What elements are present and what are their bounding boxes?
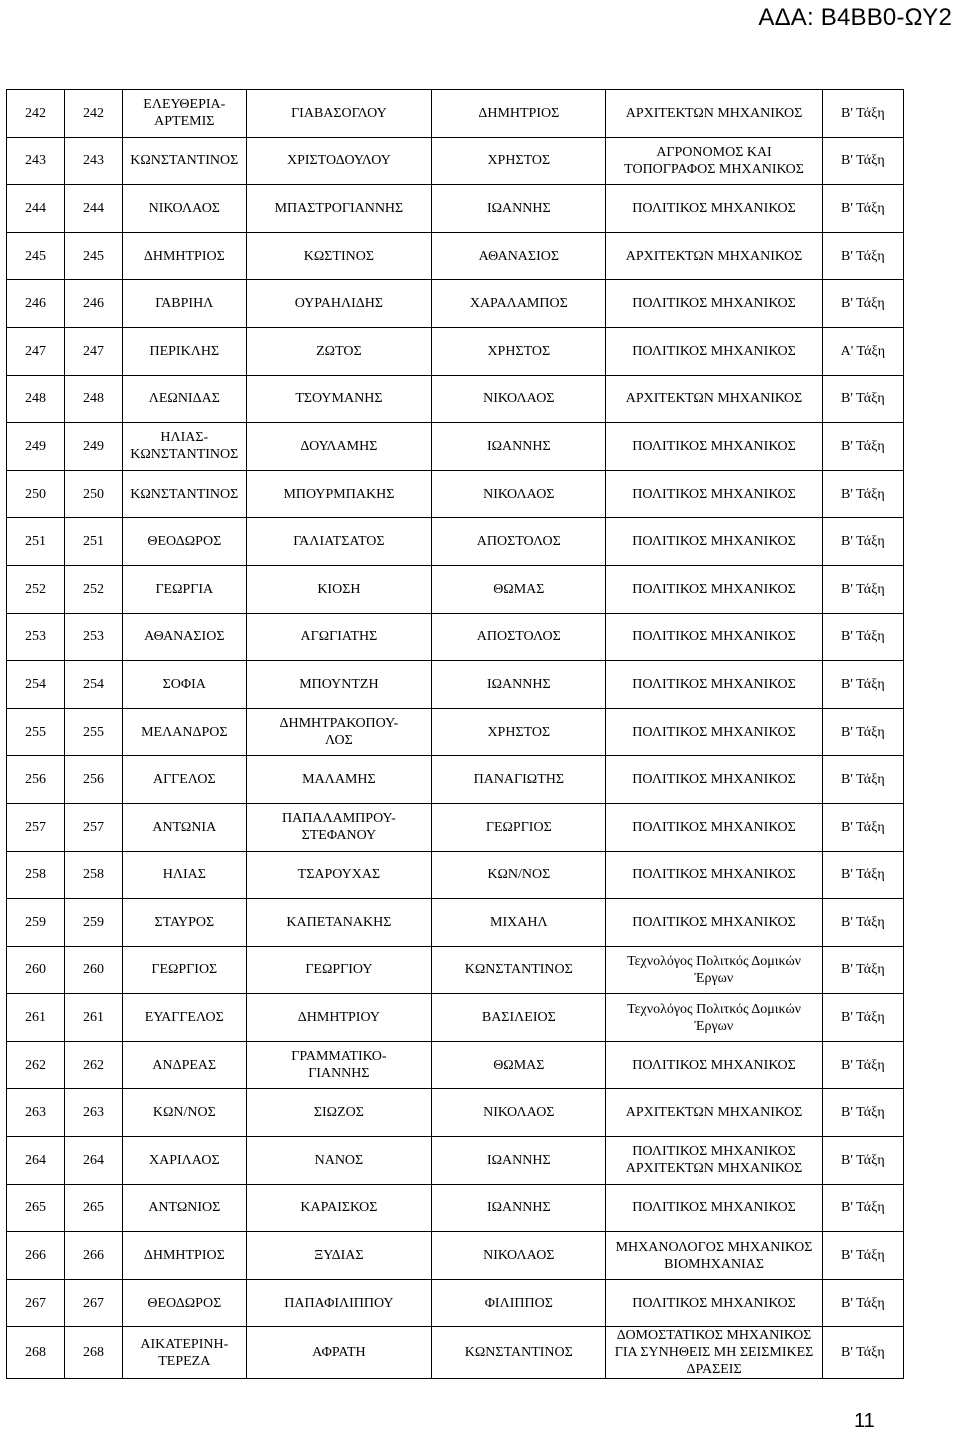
- category-cell: Β' Τάξη: [822, 994, 903, 1042]
- row-index-cell: 260: [7, 946, 65, 994]
- specialty-cell: ΜΗΧΑΝΟΛΟΓΟΣ ΜΗΧΑΝΙΚΟΣ ΒΙΟΜΗΧΑΝΙΑΣ: [606, 1232, 822, 1280]
- first-name-cell: ΗΛΙΑΣ: [123, 851, 246, 899]
- last-name-cell: ΣΙΩΖΟΣ: [246, 1089, 432, 1137]
- category-cell: Β' Τάξη: [822, 137, 903, 185]
- table-row: [7, 1327, 904, 1379]
- table-row: [7, 851, 904, 899]
- last-name-cell: ΑΓΩΓΙΑΤΗΣ: [246, 613, 432, 661]
- table-row: [7, 1041, 904, 1089]
- last-name-cell: ΑΦΡΑΤΗ: [246, 1327, 432, 1379]
- specialty-cell: ΠΟΛΙΤΙΚΟΣ ΜΗΧΑΝΙΚΟΣ: [606, 280, 822, 328]
- table-row: [7, 994, 904, 1042]
- specialty-cell: ΠΟΛΙΤΙΚΟΣ ΜΗΧΑΝΙΚΟΣ: [606, 327, 822, 375]
- last-name-cell: ΠΑΠΑΛΑΜΠΡΟΥ- ΣΤΕΦΑΝΟΥ: [246, 803, 432, 851]
- table-row: [7, 137, 904, 185]
- father-name-cell: ΧΡΗΣΤΟΣ: [432, 327, 606, 375]
- father-name-cell: ΚΩΝΣΤΑΝΤΙΝΟΣ: [432, 1327, 606, 1379]
- registry-number-cell: 261: [65, 994, 123, 1042]
- specialty-cell: ΠΟΛΙΤΙΚΟΣ ΜΗΧΑΝΙΚΟΣ: [606, 851, 822, 899]
- table-row: [7, 756, 904, 804]
- registry-number-cell: 262: [65, 1041, 123, 1089]
- registry-number-cell: 259: [65, 899, 123, 947]
- last-name-cell: ΚΑΡΑΙΣΚΟΣ: [246, 1184, 432, 1232]
- registry-number-cell: 258: [65, 851, 123, 899]
- first-name-cell: ΑΝΔΡΕΑΣ: [123, 1041, 246, 1089]
- specialty-cell: ΑΡΧΙΤΕΚΤΩΝ ΜΗΧΑΝΙΚΟΣ: [606, 375, 822, 423]
- row-index-cell: 243: [7, 137, 65, 185]
- last-name-cell: ΖΩΤΟΣ: [246, 327, 432, 375]
- registry-number-cell: 264: [65, 1137, 123, 1185]
- row-index-cell: 263: [7, 1089, 65, 1137]
- first-name-cell: ΔΗΜΗΤΡΙΟΣ: [123, 232, 246, 280]
- first-name-cell: ΑΓΓΕΛΟΣ: [123, 756, 246, 804]
- registry-number-cell: 253: [65, 613, 123, 661]
- first-name-cell: ΕΥΑΓΓΕΛΟΣ: [123, 994, 246, 1042]
- category-cell: Β' Τάξη: [822, 565, 903, 613]
- first-name-cell: ΓΑΒΡΙΗΛ: [123, 280, 246, 328]
- row-index-cell: 259: [7, 899, 65, 947]
- registry-number-cell: 242: [65, 90, 123, 138]
- first-name-cell: ΜΕΛΑΝΔΡΟΣ: [123, 708, 246, 756]
- table-row: [7, 1089, 904, 1137]
- records-body: [7, 90, 904, 1379]
- table-row: [7, 185, 904, 233]
- row-index-cell: 258: [7, 851, 65, 899]
- row-index-cell: 247: [7, 327, 65, 375]
- category-cell: Β' Τάξη: [822, 1137, 903, 1185]
- category-cell: Β' Τάξη: [822, 232, 903, 280]
- table-row: [7, 661, 904, 709]
- registry-number-cell: 260: [65, 946, 123, 994]
- last-name-cell: ΜΑΛΑΜΗΣ: [246, 756, 432, 804]
- father-name-cell: ΑΠΟΣΤΟΛΟΣ: [432, 518, 606, 566]
- table-row: [7, 518, 904, 566]
- father-name-cell: ΧΡΗΣΤΟΣ: [432, 137, 606, 185]
- father-name-cell: ΔΗΜΗΤΡΙΟΣ: [432, 90, 606, 138]
- registry-number-cell: 266: [65, 1232, 123, 1280]
- registry-number-cell: 263: [65, 1089, 123, 1137]
- specialty-cell: ΑΡΧΙΤΕΚΤΩΝ ΜΗΧΑΝΙΚΟΣ: [606, 90, 822, 138]
- row-index-cell: 257: [7, 803, 65, 851]
- first-name-cell: ΕΛΕΥΘΕΡΙΑ- ΑΡΤΕΜΙΣ: [123, 90, 246, 138]
- table-row: [7, 565, 904, 613]
- table-row: [7, 1232, 904, 1280]
- first-name-cell: ΘΕΟΔΩΡΟΣ: [123, 1279, 246, 1327]
- row-index-cell: 244: [7, 185, 65, 233]
- father-name-cell: ΑΠΟΣΤΟΛΟΣ: [432, 613, 606, 661]
- specialty-cell: ΠΟΛΙΤΙΚΟΣ ΜΗΧΑΝΙΚΟΣ ΑΡΧΙΤΕΚΤΩΝ ΜΗΧΑΝΙΚΟΣ: [606, 1137, 822, 1185]
- specialty-cell: ΠΟΛΙΤΙΚΟΣ ΜΗΧΑΝΙΚΟΣ: [606, 1279, 822, 1327]
- last-name-cell: ΧΡΙΣΤΟΔΟΥΛΟΥ: [246, 137, 432, 185]
- registry-number-cell: 249: [65, 423, 123, 471]
- row-index-cell: 252: [7, 565, 65, 613]
- category-cell: Β' Τάξη: [822, 899, 903, 947]
- registry-number-cell: 245: [65, 232, 123, 280]
- registry-number-cell: 248: [65, 375, 123, 423]
- row-index-cell: 246: [7, 280, 65, 328]
- registry-number-cell: 254: [65, 661, 123, 709]
- father-name-cell: ΝΙΚΟΛΑΟΣ: [432, 375, 606, 423]
- row-index-cell: 254: [7, 661, 65, 709]
- category-cell: Β' Τάξη: [822, 946, 903, 994]
- category-cell: Α' Τάξη: [822, 327, 903, 375]
- first-name-cell: ΘΕΟΔΩΡΟΣ: [123, 518, 246, 566]
- row-index-cell: 255: [7, 708, 65, 756]
- row-index-cell: 249: [7, 423, 65, 471]
- specialty-cell: ΠΟΛΙΤΙΚΟΣ ΜΗΧΑΝΙΚΟΣ: [606, 899, 822, 947]
- specialty-cell: ΠΟΛΙΤΙΚΟΣ ΜΗΧΑΝΙΚΟΣ: [606, 470, 822, 518]
- last-name-cell: ΔΟΥΛΑΜΗΣ: [246, 423, 432, 471]
- category-cell: Β' Τάξη: [822, 803, 903, 851]
- last-name-cell: ΓΑΛΙΑΤΣΑΤΟΣ: [246, 518, 432, 566]
- specialty-cell: ΔΟΜΟΣΤΑΤΙΚΟΣ ΜΗΧΑΝΙΚΟΣ ΓΙΑ ΣΥΝΗΘΕΙΣ ΜΗ ΣΕΙΣΜΙΚΕΣ ΔΡΑΣΕΙΣ: [606, 1327, 822, 1379]
- specialty-cell: ΑΓΡΟΝΟΜΟΣ ΚΑΙ ΤΟΠΟΓΡΑΦΟΣ ΜΗΧΑΝΙΚΟΣ: [606, 137, 822, 185]
- specialty-cell: ΠΟΛΙΤΙΚΟΣ ΜΗΧΑΝΙΚΟΣ: [606, 423, 822, 471]
- first-name-cell: ΣΤΑΥΡΟΣ: [123, 899, 246, 947]
- registry-number-cell: 247: [65, 327, 123, 375]
- registry-number-cell: 251: [65, 518, 123, 566]
- first-name-cell: ΠΕΡΙΚΛΗΣ: [123, 327, 246, 375]
- table-row: [7, 1137, 904, 1185]
- father-name-cell: ΝΙΚΟΛΑΟΣ: [432, 1089, 606, 1137]
- registry-number-cell: 267: [65, 1279, 123, 1327]
- father-name-cell: ΚΩΝΣΤΑΝΤΙΝΟΣ: [432, 946, 606, 994]
- row-index-cell: 248: [7, 375, 65, 423]
- first-name-cell: ΧΑΡΙΛΑΟΣ: [123, 1137, 246, 1185]
- last-name-cell: ΓΕΩΡΓΙΟΥ: [246, 946, 432, 994]
- table-row: [7, 470, 904, 518]
- ada-code: ΑΔΑ: Β4ΒΒ0-ΩΥ2: [758, 4, 952, 31]
- registry-number-cell: 265: [65, 1184, 123, 1232]
- registry-number-cell: 250: [65, 470, 123, 518]
- row-index-cell: 242: [7, 90, 65, 138]
- last-name-cell: ΚΩΣΤΙΝΟΣ: [246, 232, 432, 280]
- father-name-cell: ΓΕΩΡΓΙΟΣ: [432, 803, 606, 851]
- specialty-cell: ΠΟΛΙΤΙΚΟΣ ΜΗΧΑΝΙΚΟΣ: [606, 708, 822, 756]
- table-row: [7, 1279, 904, 1327]
- father-name-cell: ΑΘΑΝΑΣΙΟΣ: [432, 232, 606, 280]
- table-row: [7, 803, 904, 851]
- last-name-cell: ΚΙΟΣΗ: [246, 565, 432, 613]
- specialty-cell: Τεχνολόγος Πολιτκός Δομικών Έργων: [606, 994, 822, 1042]
- last-name-cell: ΜΠΟΥΡΜΠΑΚΗΣ: [246, 470, 432, 518]
- last-name-cell: ΤΣΟΥΜΑΝΗΣ: [246, 375, 432, 423]
- specialty-cell: ΠΟΛΙΤΙΚΟΣ ΜΗΧΑΝΙΚΟΣ: [606, 756, 822, 804]
- last-name-cell: ΤΣΑΡΟΥΧΑΣ: [246, 851, 432, 899]
- first-name-cell: ΑΝΤΩΝΙΟΣ: [123, 1184, 246, 1232]
- table-row: [7, 423, 904, 471]
- specialty-cell: ΑΡΧΙΤΕΚΤΩΝ ΜΗΧΑΝΙΚΟΣ: [606, 232, 822, 280]
- first-name-cell: ΛΕΩΝΙΔΑΣ: [123, 375, 246, 423]
- first-name-cell: ΓΕΩΡΓΙΑ: [123, 565, 246, 613]
- registry-number-cell: 244: [65, 185, 123, 233]
- father-name-cell: ΙΩΑΝΝΗΣ: [432, 185, 606, 233]
- father-name-cell: ΦΙΛΙΠΠΟΣ: [432, 1279, 606, 1327]
- last-name-cell: ΚΑΠΕΤΑΝΑΚΗΣ: [246, 899, 432, 947]
- last-name-cell: ΔΗΜΗΤΡΑΚΟΠΟΥ- ΛΟΣ: [246, 708, 432, 756]
- father-name-cell: ΙΩΑΝΝΗΣ: [432, 1184, 606, 1232]
- father-name-cell: ΝΙΚΟΛΑΟΣ: [432, 1232, 606, 1280]
- father-name-cell: ΜΙΧΑΗΛ: [432, 899, 606, 947]
- last-name-cell: ΜΠΟΥΝΤΖΗ: [246, 661, 432, 709]
- last-name-cell: ΟΥΡΑΗΛΙΔΗΣ: [246, 280, 432, 328]
- category-cell: Β' Τάξη: [822, 613, 903, 661]
- category-cell: Β' Τάξη: [822, 470, 903, 518]
- row-index-cell: 253: [7, 613, 65, 661]
- father-name-cell: ΧΑΡΑΛΑΜΠΟΣ: [432, 280, 606, 328]
- registry-number-cell: 257: [65, 803, 123, 851]
- first-name-cell: ΝΙΚΟΛΑΟΣ: [123, 185, 246, 233]
- row-index-cell: 265: [7, 1184, 65, 1232]
- father-name-cell: ΘΩΜΑΣ: [432, 565, 606, 613]
- category-cell: Β' Τάξη: [822, 1232, 903, 1280]
- table-row: [7, 280, 904, 328]
- category-cell: Β' Τάξη: [822, 90, 903, 138]
- first-name-cell: ΑΙΚΑΤΕΡΙΝΗ- ΤΕΡΕΖΑ: [123, 1327, 246, 1379]
- specialty-cell: ΠΟΛΙΤΙΚΟΣ ΜΗΧΑΝΙΚΟΣ: [606, 1041, 822, 1089]
- first-name-cell: ΣΟΦΙΑ: [123, 661, 246, 709]
- first-name-cell: ΗΛΙΑΣ- ΚΩΝΣΤΑΝΤΙΝΟΣ: [123, 423, 246, 471]
- table-row: [7, 708, 904, 756]
- registry-number-cell: 243: [65, 137, 123, 185]
- first-name-cell: ΑΝΤΩΝΙΑ: [123, 803, 246, 851]
- row-index-cell: 264: [7, 1137, 65, 1185]
- last-name-cell: ΞΥΔΙΑΣ: [246, 1232, 432, 1280]
- specialty-cell: ΠΟΛΙΤΙΚΟΣ ΜΗΧΑΝΙΚΟΣ: [606, 1184, 822, 1232]
- registry-number-cell: 246: [65, 280, 123, 328]
- category-cell: Β' Τάξη: [822, 1327, 903, 1379]
- first-name-cell: ΚΩΝΣΤΑΝΤΙΝΟΣ: [123, 470, 246, 518]
- page-number: 11: [854, 1410, 875, 1432]
- first-name-cell: ΑΘΑΝΑΣΙΟΣ: [123, 613, 246, 661]
- row-index-cell: 250: [7, 470, 65, 518]
- father-name-cell: ΒΑΣΙΛΕΙΟΣ: [432, 994, 606, 1042]
- category-cell: Β' Τάξη: [822, 1184, 903, 1232]
- row-index-cell: 256: [7, 756, 65, 804]
- table-row: [7, 946, 904, 994]
- category-cell: Β' Τάξη: [822, 851, 903, 899]
- table-row: [7, 327, 904, 375]
- category-cell: Β' Τάξη: [822, 1041, 903, 1089]
- category-cell: Β' Τάξη: [822, 518, 903, 566]
- specialty-cell: ΠΟΛΙΤΙΚΟΣ ΜΗΧΑΝΙΚΟΣ: [606, 803, 822, 851]
- registry-number-cell: 252: [65, 565, 123, 613]
- row-index-cell: 266: [7, 1232, 65, 1280]
- row-index-cell: 261: [7, 994, 65, 1042]
- father-name-cell: ΘΩΜΑΣ: [432, 1041, 606, 1089]
- table-row: [7, 613, 904, 661]
- father-name-cell: ΧΡΗΣΤΟΣ: [432, 708, 606, 756]
- father-name-cell: ΚΩΝ/ΝΟΣ: [432, 851, 606, 899]
- category-cell: Β' Τάξη: [822, 1089, 903, 1137]
- last-name-cell: ΜΠΑΣΤΡΟΓΙΑΝΝΗΣ: [246, 185, 432, 233]
- row-index-cell: 267: [7, 1279, 65, 1327]
- category-cell: Β' Τάξη: [822, 708, 903, 756]
- father-name-cell: ΙΩΑΝΝΗΣ: [432, 661, 606, 709]
- specialty-cell: ΑΡΧΙΤΕΚΤΩΝ ΜΗΧΑΝΙΚΟΣ: [606, 1089, 822, 1137]
- last-name-cell: ΠΑΠΑΦΙΛΙΠΠΟΥ: [246, 1279, 432, 1327]
- specialty-cell: ΠΟΛΙΤΙΚΟΣ ΜΗΧΑΝΙΚΟΣ: [606, 565, 822, 613]
- row-index-cell: 251: [7, 518, 65, 566]
- last-name-cell: ΝΑΝΟΣ: [246, 1137, 432, 1185]
- first-name-cell: ΔΗΜΗΤΡΙΟΣ: [123, 1232, 246, 1280]
- row-index-cell: 245: [7, 232, 65, 280]
- table-row: [7, 375, 904, 423]
- last-name-cell: ΓΙΑΒΑΣΟΓΛΟΥ: [246, 90, 432, 138]
- last-name-cell: ΔΗΜΗΤΡΙΟΥ: [246, 994, 432, 1042]
- category-cell: Β' Τάξη: [822, 1279, 903, 1327]
- table-row: [7, 1184, 904, 1232]
- table-row: [7, 90, 904, 138]
- table-row: [7, 232, 904, 280]
- specialty-cell: ΠΟΛΙΤΙΚΟΣ ΜΗΧΑΝΙΚΟΣ: [606, 185, 822, 233]
- father-name-cell: ΙΩΑΝΝΗΣ: [432, 423, 606, 471]
- specialty-cell: Τεχνολόγος Πολιτκός Δομικών Έργων: [606, 946, 822, 994]
- table-row: [7, 899, 904, 947]
- category-cell: Β' Τάξη: [822, 423, 903, 471]
- specialty-cell: ΠΟΛΙΤΙΚΟΣ ΜΗΧΑΝΙΚΟΣ: [606, 518, 822, 566]
- records-table: [6, 89, 904, 1379]
- registry-number-cell: 255: [65, 708, 123, 756]
- category-cell: Β' Τάξη: [822, 375, 903, 423]
- father-name-cell: ΝΙΚΟΛΑΟΣ: [432, 470, 606, 518]
- specialty-cell: ΠΟΛΙΤΙΚΟΣ ΜΗΧΑΝΙΚΟΣ: [606, 661, 822, 709]
- first-name-cell: ΚΩΝ/ΝΟΣ: [123, 1089, 246, 1137]
- first-name-cell: ΚΩΝΣΤΑΝΤΙΝΟΣ: [123, 137, 246, 185]
- first-name-cell: ΓΕΩΡΓΙΟΣ: [123, 946, 246, 994]
- father-name-cell: ΠΑΝΑΓΙΩΤΗΣ: [432, 756, 606, 804]
- father-name-cell: ΙΩΑΝΝΗΣ: [432, 1137, 606, 1185]
- category-cell: Β' Τάξη: [822, 756, 903, 804]
- specialty-cell: ΠΟΛΙΤΙΚΟΣ ΜΗΧΑΝΙΚΟΣ: [606, 613, 822, 661]
- row-index-cell: 262: [7, 1041, 65, 1089]
- registry-number-cell: 256: [65, 756, 123, 804]
- row-index-cell: 268: [7, 1327, 65, 1379]
- registry-number-cell: 268: [65, 1327, 123, 1379]
- last-name-cell: ΓΡΑΜΜΑΤΙΚΟ- ΓΙΑΝΝΗΣ: [246, 1041, 432, 1089]
- category-cell: Β' Τάξη: [822, 661, 903, 709]
- category-cell: Β' Τάξη: [822, 280, 903, 328]
- category-cell: Β' Τάξη: [822, 185, 903, 233]
